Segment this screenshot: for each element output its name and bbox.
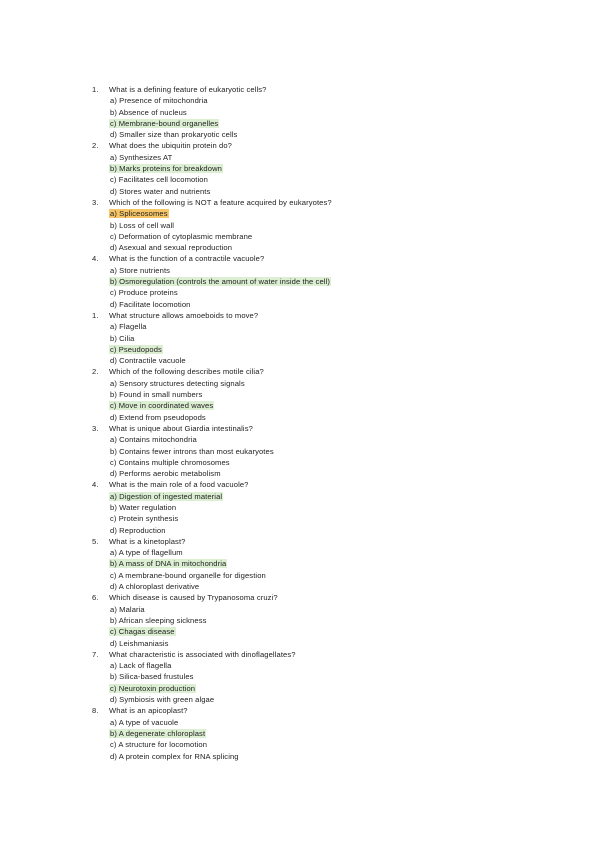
- answer-option: [109, 604, 572, 615]
- answer-option-highlighted: [109, 344, 572, 355]
- answer-option-label: c) Contains multiple chromosomes: [110, 457, 230, 467]
- question-line: [92, 705, 572, 716]
- answer-option-label: b) Water regulation: [110, 502, 177, 512]
- question-line: [92, 423, 572, 434]
- question-text: What is the function of a contractile vacuole?: [109, 254, 265, 264]
- question-number: 6.: [92, 593, 99, 603]
- answer-option: [109, 581, 572, 592]
- answer-options: [92, 152, 572, 197]
- question-text: Which of the following describes motile cilia?: [109, 367, 264, 377]
- answer-option: [109, 95, 572, 106]
- answer-option-label: d) Reproduction: [110, 525, 166, 535]
- answer-options: [92, 717, 572, 762]
- answer-option-label: c) A membrane-bound organelle for digestion: [110, 570, 266, 580]
- question-text: What is an apicoplast?: [109, 706, 188, 716]
- answer-option-label: d) Symbiosis with green algae: [110, 695, 215, 705]
- answer-option-label: c) Deformation of cytoplasmic membrane: [110, 231, 253, 241]
- question-line: [92, 592, 572, 603]
- answer-option: [109, 355, 572, 366]
- answer-option-label: c) Move in coordinated waves: [110, 401, 214, 411]
- answer-option-label: c) Protein synthesis: [110, 514, 179, 524]
- answer-option-label: d) Leishmaniasis: [110, 638, 169, 648]
- answer-option: [109, 547, 572, 558]
- answer-option: [109, 242, 572, 253]
- answer-option: [109, 152, 572, 163]
- answer-option: [109, 265, 572, 276]
- question-item: [92, 592, 572, 648]
- answer-option: [109, 231, 572, 242]
- question-text: Which disease is caused by Trypanosoma cruzi?: [109, 593, 278, 603]
- answer-option: [109, 615, 572, 626]
- question-line: [92, 310, 572, 321]
- answer-option-label: b) Found in small numbers: [110, 390, 203, 400]
- answer-option-label: a) Contains mitochondria: [110, 435, 197, 445]
- answer-option-highlighted: [109, 728, 572, 739]
- answer-option-highlighted: [109, 491, 572, 502]
- answer-option-highlighted: [109, 558, 572, 569]
- answer-option-label: b) A degenerate chloroplast: [110, 728, 206, 738]
- question-number: 2.: [92, 141, 99, 151]
- answer-option-label: a) Malaria: [110, 604, 145, 614]
- answer-option-label: a) Synthesizes AT: [110, 152, 173, 162]
- answer-option-label: c) Neurotoxin production: [110, 683, 196, 693]
- answer-option-label: a) Sensory structures detecting signals: [110, 378, 245, 388]
- question-line: [92, 649, 572, 660]
- answer-option-highlighted: [109, 626, 572, 637]
- question-number: 4.: [92, 254, 99, 264]
- question-item: [92, 479, 572, 535]
- question-number: 8.: [92, 706, 99, 716]
- answer-option: [109, 174, 572, 185]
- answer-option: [109, 333, 572, 344]
- answer-option-highlighted: [109, 208, 572, 219]
- answer-option-label: c) Pseudopods: [110, 344, 162, 354]
- answer-option: [109, 321, 572, 332]
- question-number: 7.: [92, 649, 99, 659]
- answer-option-label: d) Contractile vacuole: [110, 356, 186, 366]
- question-item: [92, 423, 572, 479]
- answer-option: [109, 299, 572, 310]
- answer-options: [92, 321, 572, 366]
- answer-option: [109, 525, 572, 536]
- question-item: [92, 705, 572, 761]
- answer-option-highlighted: [109, 276, 572, 287]
- question-line: [92, 84, 572, 95]
- answer-option: [109, 751, 572, 762]
- answer-option-label: a) A type of vacuole: [110, 717, 179, 727]
- question-number: 1.: [92, 85, 99, 94]
- answer-option-label: b) Marks proteins for breakdown: [110, 164, 222, 174]
- question-line: [92, 253, 572, 264]
- question-item: [92, 140, 572, 196]
- answer-option-label: d) A chloroplast derivative: [110, 582, 200, 592]
- answer-option-label: a) Lack of flagella: [110, 661, 172, 671]
- answer-option-label: a) Flagella: [110, 322, 147, 332]
- answer-option: [109, 412, 572, 423]
- answer-options: [92, 604, 572, 649]
- question-number: 1.: [92, 310, 99, 320]
- answer-option-highlighted: [109, 400, 572, 411]
- answer-option: [109, 107, 572, 118]
- question-text: What does the ubiquitin protein do?: [109, 141, 232, 151]
- answer-option-label: b) Cilia: [110, 333, 135, 343]
- answer-option: [109, 739, 572, 750]
- answer-option-label: a) Presence of mitochondria: [110, 96, 208, 106]
- answer-option: [109, 378, 572, 389]
- answer-option-label: c) Produce proteins: [110, 288, 178, 298]
- question-text: What characteristic is associated with dinoflagellates?: [109, 649, 296, 659]
- answer-option: [109, 570, 572, 581]
- question-item: [92, 649, 572, 705]
- answer-option: [109, 287, 572, 298]
- answer-option-label: c) Membrane-bound organelles: [110, 118, 219, 128]
- answer-option-label: b) Absence of nucleus: [110, 107, 187, 117]
- question-text: What is a defining feature of eukaryotic cells?: [109, 85, 267, 94]
- answer-option-label: d) A protein complex for RNA splicing: [110, 751, 239, 761]
- answer-option-label: b) African sleeping sickness: [110, 615, 207, 625]
- answer-option: [109, 717, 572, 728]
- answer-option: [109, 186, 572, 197]
- answer-option: [109, 446, 572, 457]
- answer-option: [109, 671, 572, 682]
- answer-option-label: d) Facilitate locomotion: [110, 299, 191, 309]
- question-number: 2.: [92, 367, 99, 377]
- answer-options: [92, 660, 572, 705]
- answer-option: [109, 129, 572, 140]
- answer-option-label: b) Contains fewer introns than most eukaryotes: [110, 446, 274, 456]
- answer-option-highlighted: [109, 163, 572, 174]
- answer-option-label: b) Silica-based frustules: [110, 672, 194, 682]
- question-item: [92, 366, 572, 422]
- question-item: [92, 197, 572, 253]
- answer-option: [109, 468, 572, 479]
- answer-option: [109, 513, 572, 524]
- answer-options: [92, 95, 572, 140]
- answer-option-label: b) Osmoregulation (controls the amount of water inside the cell): [110, 277, 330, 287]
- answer-option-label: a) A type of flagellum: [110, 548, 183, 558]
- answer-option-label: a) Spliceosomes: [110, 209, 168, 219]
- question-text: What is unique about Giardia intestinalis?: [109, 423, 253, 433]
- question-item: [92, 84, 572, 140]
- answer-option-label: c) Facilitates cell locomotion: [110, 175, 208, 185]
- question-line: [92, 197, 572, 208]
- answer-option: [109, 220, 572, 231]
- answer-option-label: d) Performs aerobic metabolism: [110, 469, 221, 479]
- question-item: [92, 253, 572, 309]
- answer-option-label: c) A structure for locomotion: [110, 740, 208, 750]
- question-number: 3.: [92, 423, 99, 433]
- answer-option-label: b) A mass of DNA in mitochondria: [110, 559, 227, 569]
- answer-options: [92, 491, 572, 536]
- answer-options: [92, 265, 572, 310]
- answer-option: [109, 694, 572, 705]
- question-line: [92, 536, 572, 547]
- question-number: 3.: [92, 197, 99, 207]
- answer-option-label: a) Store nutrients: [110, 265, 171, 275]
- answer-option-label: b) Loss of cell wall: [110, 220, 175, 230]
- answer-options: [92, 208, 572, 253]
- question-text: Which of the following is NOT a feature acquired by eukaryotes?: [109, 197, 332, 207]
- question-text: What structure allows amoeboids to move?: [109, 310, 259, 320]
- answer-option: [109, 434, 572, 445]
- quiz-list: [92, 84, 572, 762]
- answer-option-label: a) Digestion of ingested material: [110, 491, 223, 501]
- question-line: [92, 366, 572, 377]
- answer-option-highlighted: [109, 118, 572, 129]
- question-line: [92, 479, 572, 490]
- answer-option: [109, 502, 572, 513]
- answer-options: [92, 378, 572, 423]
- question-line: [92, 140, 572, 151]
- answer-option: [109, 457, 572, 468]
- answer-option: [109, 638, 572, 649]
- answer-options: [92, 547, 572, 592]
- question-item: [92, 536, 572, 592]
- question-item: [92, 310, 572, 366]
- question-text: What is the main role of a food vacuole?: [109, 480, 249, 490]
- question-text: What is a kinetoplast?: [109, 536, 186, 546]
- answer-options: [92, 434, 572, 479]
- answer-option-label: d) Stores water and nutrients: [110, 186, 211, 196]
- answer-option: [109, 389, 572, 400]
- answer-option-label: c) Chagas disease: [110, 627, 175, 637]
- answer-option-highlighted: [109, 683, 572, 694]
- answer-option-label: d) Asexual and sexual reproduction: [110, 243, 233, 253]
- question-number: 4.: [92, 480, 99, 490]
- answer-option: [109, 660, 572, 671]
- answer-option-label: d) Extend from pseudopods: [110, 412, 206, 422]
- question-number: 5.: [92, 536, 99, 546]
- answer-option-label: d) Smaller size than prokaryotic cells: [110, 130, 238, 140]
